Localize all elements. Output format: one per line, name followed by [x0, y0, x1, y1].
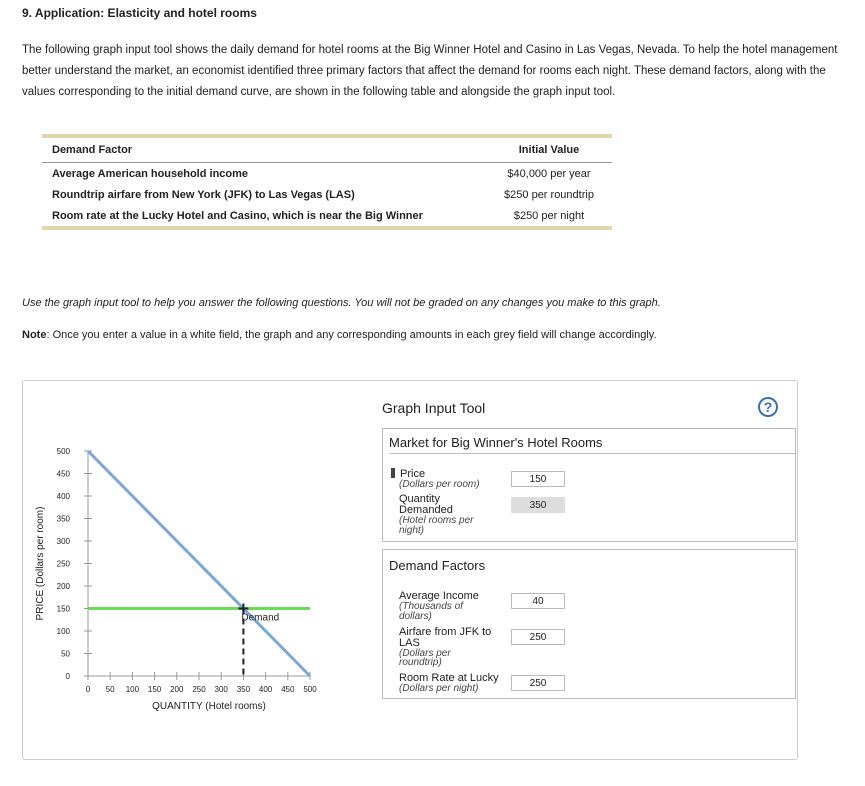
demand-chart[interactable] — [22, 380, 372, 758]
quantity-unit: (Hotel rooms per — [399, 515, 474, 526]
income-label: Average Income — [399, 590, 479, 602]
quantity-label-2: Demanded — [399, 504, 453, 516]
quantity-unit-2: night) — [399, 525, 425, 536]
y-tick-label: 400 — [56, 492, 70, 501]
income-input[interactable]: 40 — [511, 593, 565, 609]
instructions-text: Use the graph input tool to help you answer the following questions. You will not be graded on any changes you make to this graph. — [22, 297, 661, 309]
y-tick-label: 200 — [56, 582, 70, 591]
note-label: Note — [22, 329, 47, 341]
x-tick-label: 150 — [147, 685, 162, 694]
x-tick-label: 250 — [192, 685, 206, 694]
header-value: Initial Value — [518, 144, 580, 156]
y-axis-label: PRICE (Dollars per room) — [35, 506, 46, 621]
note-body: : Once you enter a value in a white field, the graph and any corresponding amounts in each grey field will change accordingly. — [46, 329, 657, 341]
x-tick-label: 500 — [303, 685, 317, 694]
y-tick-label: 250 — [56, 559, 70, 569]
demand-factor-table — [42, 134, 612, 230]
factor-name: Roundtrip airfare from New York (JFK) to Las Vegas (LAS) — [52, 188, 355, 201]
x-tick-label: 50 — [105, 685, 115, 694]
y-tick-label: 100 — [56, 627, 70, 636]
x-tick-label: 450 — [281, 685, 295, 694]
y-tick-label: 0 — [65, 672, 70, 681]
price-unit: (Dollars per room) — [399, 479, 480, 490]
divider — [390, 453, 796, 454]
airfare-label: Airfare from JFK to — [399, 626, 492, 638]
factor-name: Room rate at the Lucky Hotel and Casino, which is near the Big Winner — [52, 209, 423, 222]
quantity-demanded-field: 350 — [511, 497, 565, 513]
intro-paragraph: The following graph input tool shows the daily demand for hotel rooms at the Big Winner Hotel and Casino in Las Vegas, Nevada. To help the hotel management better understand the market, an economist identified three primary factors that affect the demand for rooms each night. These demand factors, along with the values corresponding to the initial demand curve, are shown in the following table and alongside the graph input tool. — [22, 44, 838, 98]
x-tick-label: 300 — [214, 685, 228, 694]
table-row — [42, 184, 612, 205]
note-text — [22, 329, 657, 341]
demand-label: Demand — [241, 612, 280, 624]
demand-curve — [88, 451, 310, 676]
y-tick-label: 300 — [56, 537, 70, 546]
tool-title: Graph Input Tool — [382, 400, 486, 416]
airfare-unit-2: roundtrip) — [399, 657, 442, 668]
quantity-label: Quantity — [399, 493, 440, 505]
x-tick-label: 350 — [236, 685, 251, 694]
question-title: 9. Application: Elasticity and hotel rooms — [22, 6, 257, 20]
market-panel — [382, 428, 796, 542]
airfare-label-2: LAS — [399, 637, 420, 649]
x-tick-label: 400 — [258, 685, 273, 694]
y-tick-label: 50 — [61, 649, 70, 659]
header-factor: Demand Factor — [52, 144, 133, 156]
y-tick-label: 450 — [56, 469, 70, 479]
room-rate-unit: (Dollars per night) — [399, 683, 479, 694]
factor-value: $250 per roundtrip — [504, 188, 594, 201]
room-rate-input[interactable]: 250 — [511, 675, 565, 691]
demand-factors-title: Demand Factors — [389, 558, 486, 573]
table-row — [42, 163, 612, 184]
price-swatch-icon — [391, 468, 395, 478]
price-label: Price — [400, 468, 426, 480]
market-title: Market for Big Winner's Hotel Rooms — [389, 435, 603, 450]
factor-value: $40,000 per year — [507, 167, 591, 180]
table-row — [42, 205, 612, 226]
airfare-unit: (Dollars per — [399, 648, 451, 659]
airfare-input[interactable]: 250 — [511, 629, 565, 645]
x-tick-label: 100 — [125, 685, 140, 694]
help-icon[interactable]: ? — [758, 397, 778, 417]
x-axis-label: QUANTITY (Hotel rooms) — [152, 701, 266, 712]
demand-factors-panel — [382, 549, 796, 699]
factor-value: $250 per night — [513, 209, 585, 222]
table-header — [42, 138, 612, 163]
income-unit-2: dollars) — [399, 611, 432, 622]
income-unit: (Thousands of — [399, 601, 463, 612]
x-tick-label: 0 — [85, 685, 91, 694]
x-tick-label: 200 — [170, 685, 184, 694]
y-tick-label: 350 — [56, 514, 70, 524]
room-rate-label: Room Rate at Lucky — [399, 672, 499, 684]
y-tick-label: 500 — [56, 447, 70, 456]
y-tick-label: 150 — [56, 604, 70, 614]
price-input[interactable]: 150 — [511, 471, 565, 487]
factor-name: Average American household income — [52, 167, 249, 180]
